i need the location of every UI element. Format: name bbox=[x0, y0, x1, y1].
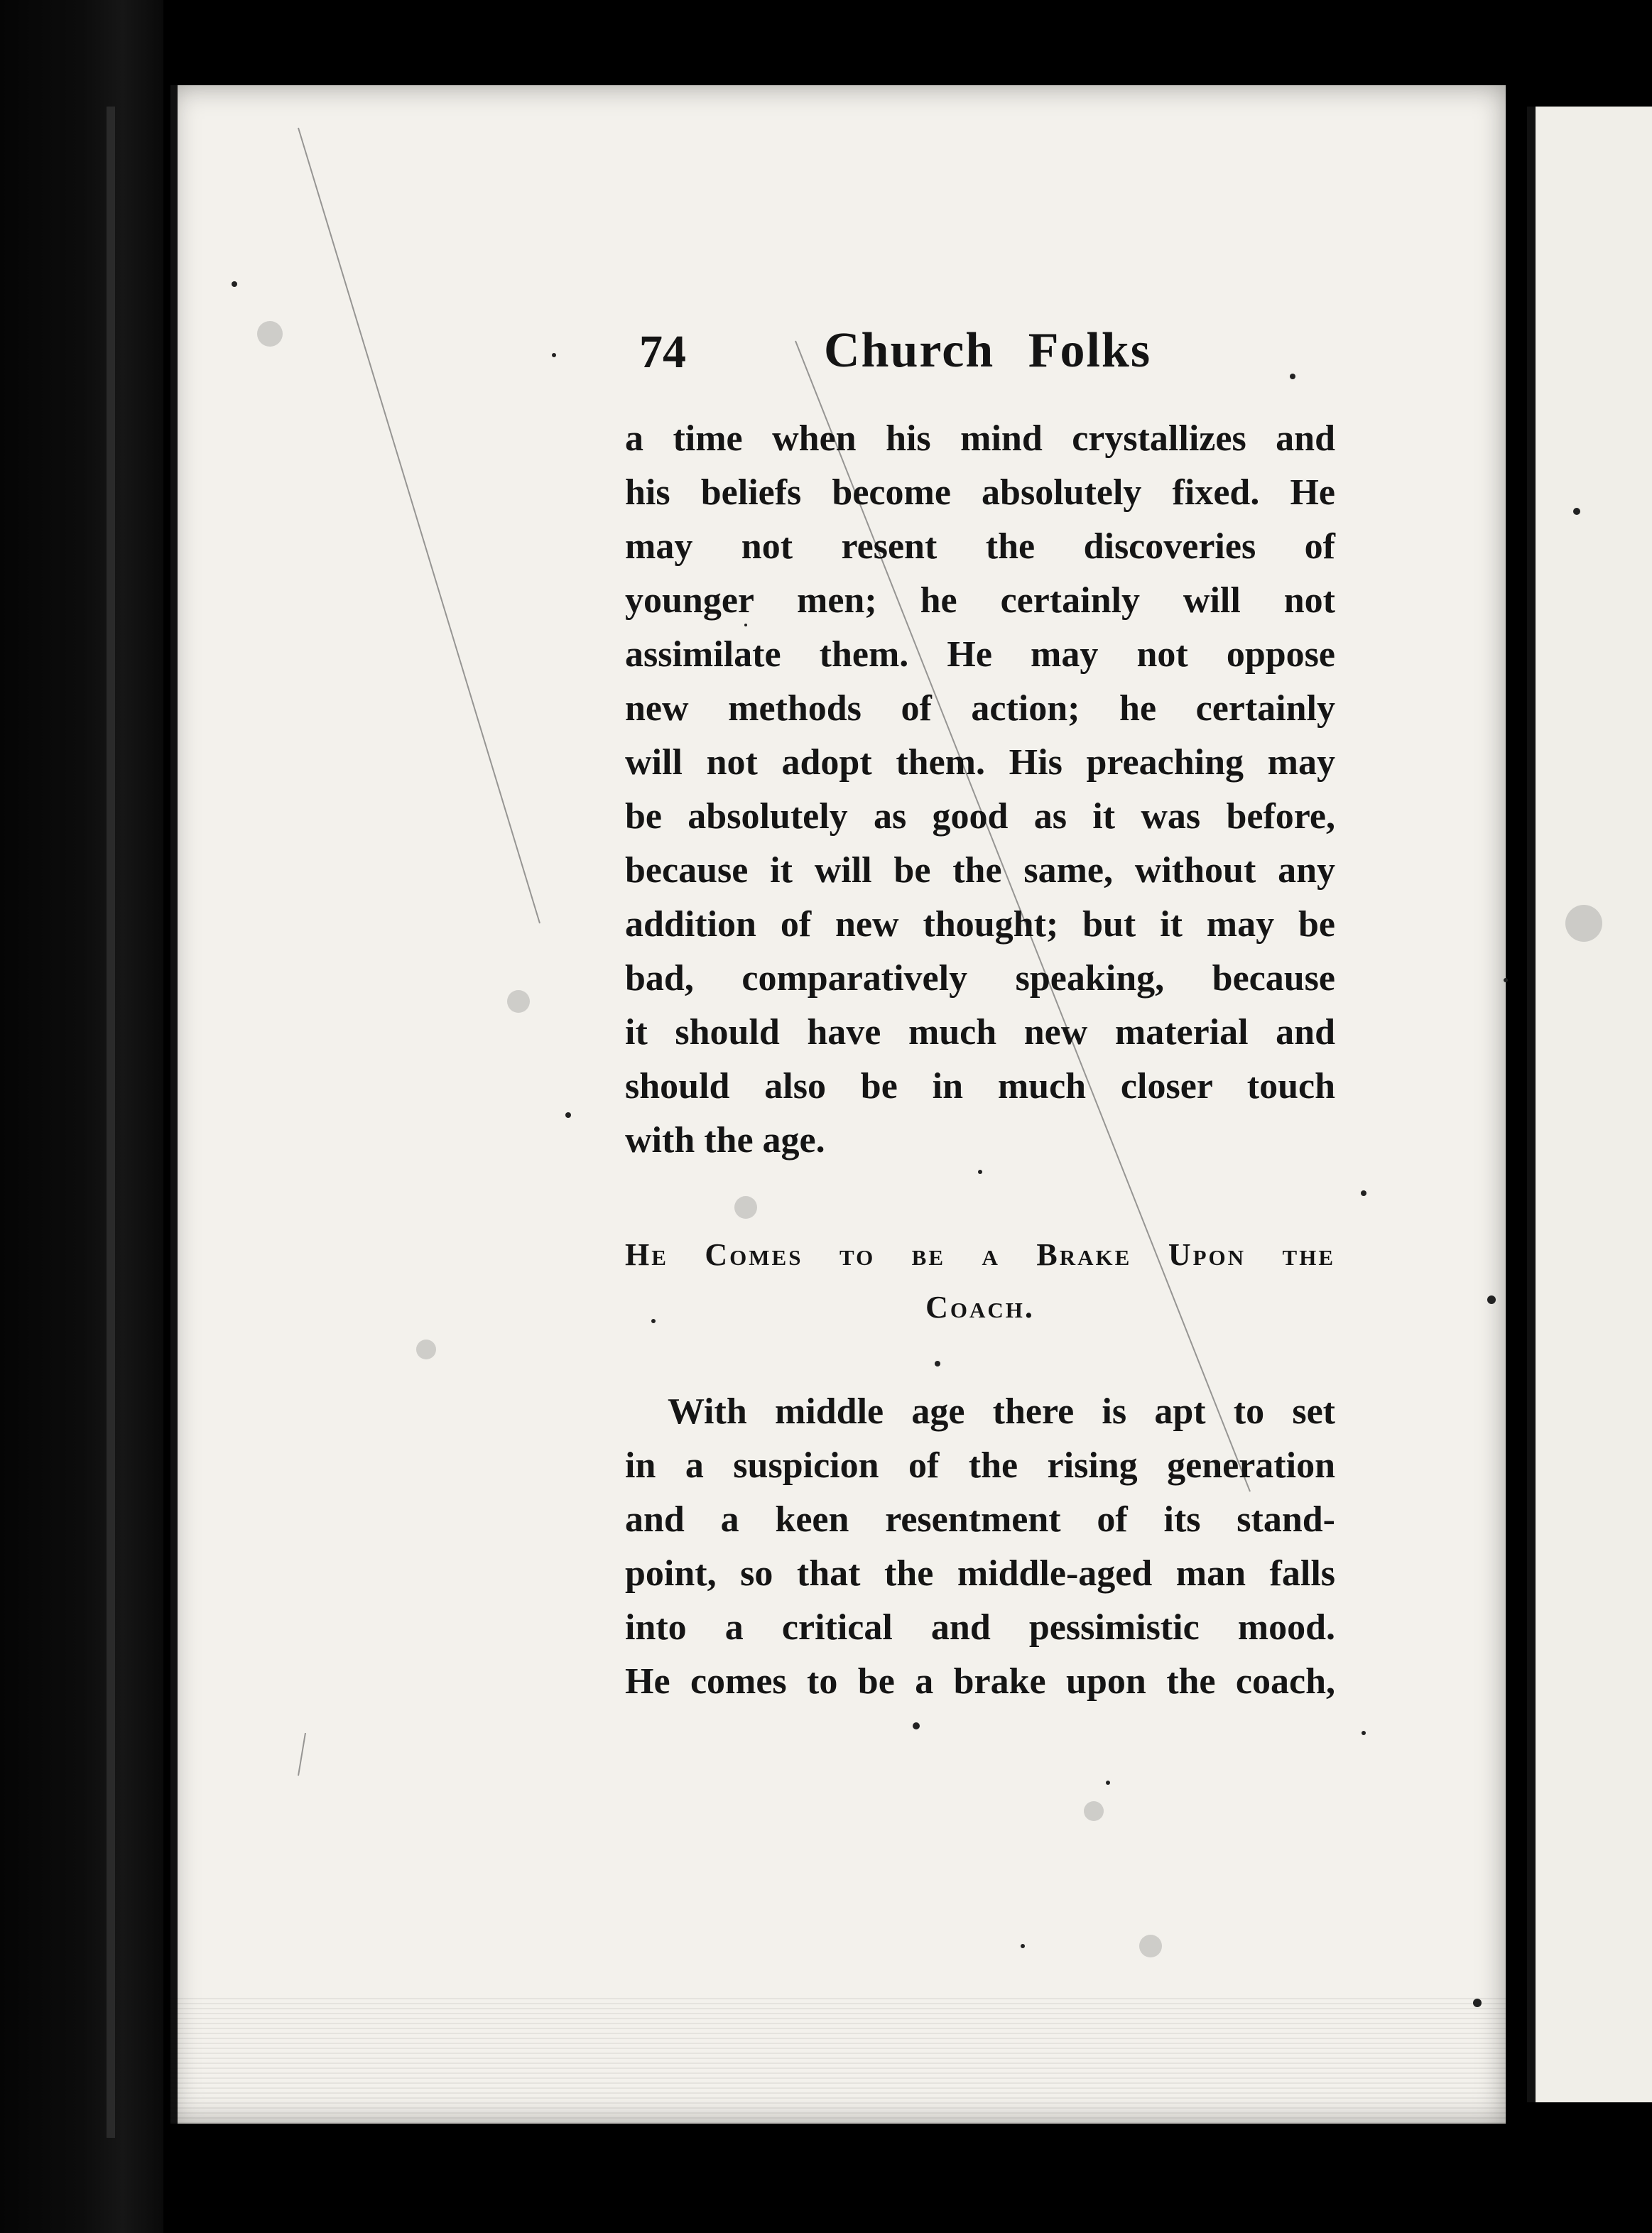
text-line: assimilate them. He may not oppose bbox=[625, 634, 1335, 675]
text-line: and a keen resentment of its stand- bbox=[625, 1499, 1335, 1540]
text-line: in a suspicion of the rising generation bbox=[625, 1445, 1335, 1486]
text-line: point, so that the middle-aged man falls bbox=[625, 1553, 1335, 1594]
text-line: into a critical and pessimistic mood. bbox=[625, 1607, 1335, 1648]
text-line: it should have much new material and bbox=[625, 1012, 1335, 1053]
text-line: new methods of action; he certainly bbox=[625, 688, 1335, 729]
page-number: 74 bbox=[639, 326, 686, 378]
section-heading-line: Coach. bbox=[925, 1290, 1035, 1325]
text-line: With middle age there is apt to set bbox=[668, 1391, 1335, 1432]
page-bottom-texture bbox=[170, 1996, 1506, 2124]
paragraph-1 bbox=[625, 412, 1335, 1168]
text-line: should also be in much closer touch bbox=[625, 1066, 1335, 1107]
page-left-edge bbox=[170, 85, 178, 2124]
paragraph-2 bbox=[625, 1385, 1335, 1709]
running-title: Church Folks bbox=[824, 323, 1152, 378]
text-line: He comes to be a brake upon the coach, bbox=[625, 1661, 1335, 1702]
adjacent-page-edge bbox=[1527, 107, 1536, 2102]
text-line: his beliefs become absolutely fixed. He bbox=[625, 472, 1335, 513]
binding-edge-strip bbox=[107, 107, 115, 2138]
text-line: a time when his mind crystallizes and bbox=[625, 418, 1335, 459]
text-line: with the age. bbox=[625, 1120, 825, 1161]
text-line: because it will be the same, without any bbox=[625, 850, 1335, 891]
text-line: bad, comparatively speaking, because bbox=[625, 958, 1335, 999]
text-line: will not adopt them. His preaching may bbox=[625, 742, 1335, 783]
page-header bbox=[639, 313, 1349, 391]
adjacent-page-sliver bbox=[1527, 107, 1652, 2102]
book-binding-shadow bbox=[0, 0, 163, 2233]
section-heading bbox=[625, 1229, 1335, 1334]
text-line: may not resent the discoveries of bbox=[625, 526, 1335, 567]
text-line: younger men; he certainly will not bbox=[625, 580, 1335, 621]
text-line: be absolutely as good as it was before, bbox=[625, 796, 1335, 837]
section-heading-line: He Comes to be a Brake Upon the bbox=[625, 1237, 1335, 1272]
text-line: addition of new thought; but it may be bbox=[625, 904, 1335, 945]
